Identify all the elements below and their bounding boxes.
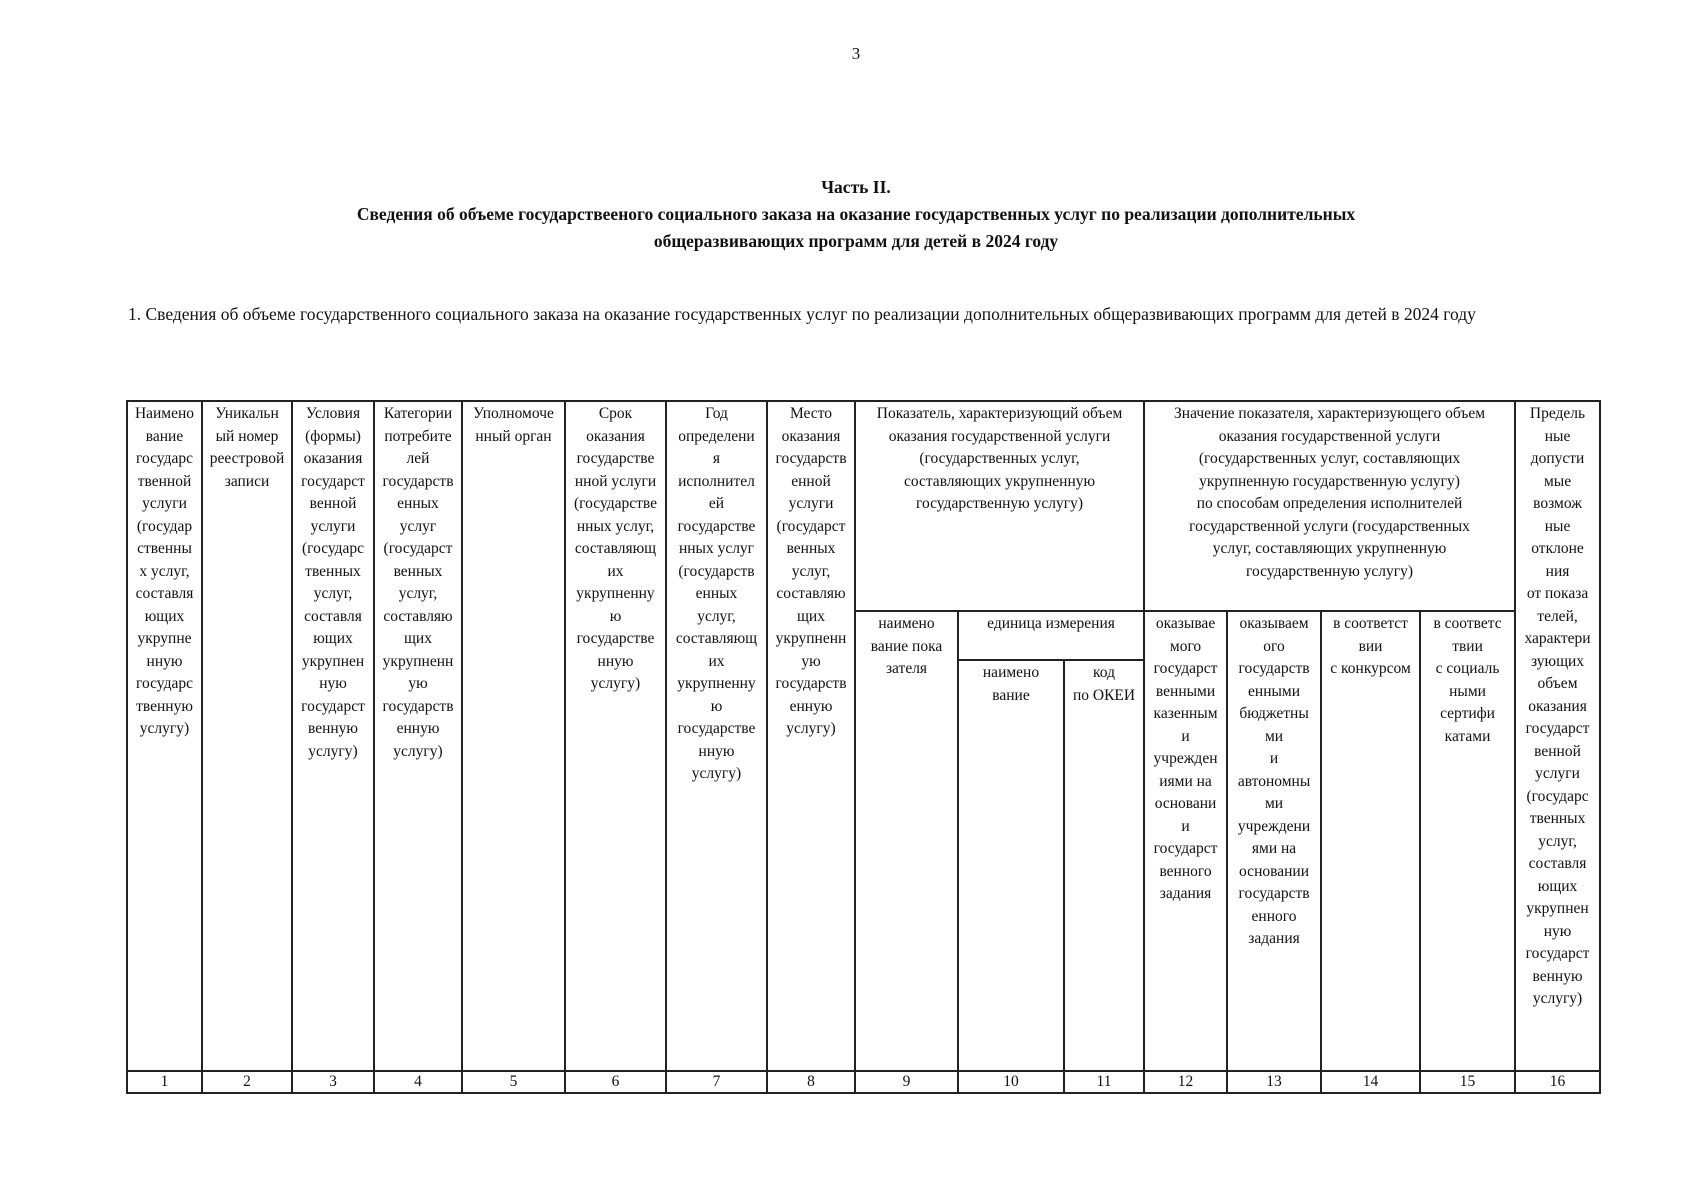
header-max-deviations: Предель ные допусти мые возмож ные отклоне ния от показа телей, характери зующих объем оказания государст венной услуги (государс твенных услуг, составля ющих укрупнен ную государст венную услугу) — [1515, 401, 1600, 1071]
header-determination-year: Год определени я исполнител ей государстве нных услуг (государств енных услуг, составляющ их укрупненну ю государстве нную услугу) — [666, 401, 767, 1071]
header-service-term: Срок оказания государстве нной услуги (государстве нных услуг, составляющ их укрупненну ю государстве нную услугу) — [565, 401, 666, 1071]
header-by-certificates: в соответс твии с социаль ными сертифи катами — [1420, 611, 1515, 1071]
heading-line-1: Сведения об объеме государствееного социального заказа на оказание государственных услуг по реализации дополнительных — [356, 204, 1356, 224]
header-okei-code: код по ОКЕИ — [1064, 660, 1144, 1071]
page-number: 3 — [851, 44, 861, 63]
column-number: 4 — [374, 1071, 462, 1093]
part-heading — [0, 174, 1687, 255]
column-number: 3 — [292, 1071, 374, 1093]
header-by-contest: в соответст вии с конкурсом — [1321, 611, 1420, 1071]
header-conditions: Условия (формы) оказания государст венной услуги (государс твенных услуг, составля ющих укрупнен ную государст венную услугу) — [292, 401, 374, 1071]
column-number: 6 — [565, 1071, 666, 1093]
header-indicator-name: наимено вание пока зателя — [855, 611, 958, 1071]
column-number: 13 — [1227, 1071, 1321, 1093]
part-title: Часть II. — [821, 177, 891, 197]
column-number: 9 — [855, 1071, 958, 1093]
column-number: 12 — [1144, 1071, 1227, 1093]
header-unit-name: наимено вание — [958, 660, 1064, 1071]
header-registry-number: Уникальн ый номер реестровой записи — [202, 401, 292, 1071]
column-number: 2 — [202, 1071, 292, 1093]
column-number: 5 — [462, 1071, 565, 1093]
header-authorized-body: Уполномоче нный орган — [462, 401, 565, 1071]
column-number: 11 — [1064, 1071, 1144, 1093]
column-number: 8 — [767, 1071, 855, 1093]
column-number: 10 — [958, 1071, 1064, 1093]
header-budget-autonomous: оказываем ого государств енными бюджетны ми и автономны ми учреждени ями на основании государств енного задания — [1227, 611, 1321, 1071]
column-number: 1 — [127, 1071, 202, 1093]
column-number: 7 — [666, 1071, 767, 1093]
header-volume-indicator-group: Показатель, характеризующий объем оказания государственной услуги (государственных услуг, составляющих укрупненную государственную услугу) — [855, 401, 1144, 611]
heading-line-2: общеразвивающих программ для детей в 2024 году — [653, 231, 1059, 251]
column-number-row — [127, 1071, 1600, 1093]
column-number: 14 — [1321, 1071, 1420, 1093]
header-service-name: Наимено вание государс твенной услуги (государ ственны х услуг, составля ющих укрупне нную государс твенную услугу) — [127, 401, 202, 1071]
header-consumer-categories: Категории потребите лей государств енных услуг (государст венных услуг, составляю щих укрупненн ую государств енную услугу) — [374, 401, 462, 1071]
column-number: 16 — [1515, 1071, 1600, 1093]
header-unit-group: единица измерения — [958, 611, 1144, 660]
column-number: 15 — [1420, 1071, 1515, 1093]
header-state-treasury: оказывае мого государст венными казенным и учрежден иями на основани и государст венного задания — [1144, 611, 1227, 1071]
social-order-table — [126, 400, 1601, 1094]
header-indicator-value-group: Значение показателя, характеризующего объем оказания государственной услуги (государственных услуг, составляющих укрупненную государственную услугу) по способам определения исполнителей государственной услуги (государственных услуг, составляющих укрупненную государственную услугу) — [1144, 401, 1515, 611]
section-title: 1. Сведения об объеме государственного социального заказа на оказание государственных услуг по реализации дополнительных общеразвивающих программ для детей в 2024 году — [128, 304, 1476, 324]
header-service-place: Место оказания государств енной услуги (государст венных услуг, составляю щих укрупненн ую государств енную услугу) — [767, 401, 855, 1071]
